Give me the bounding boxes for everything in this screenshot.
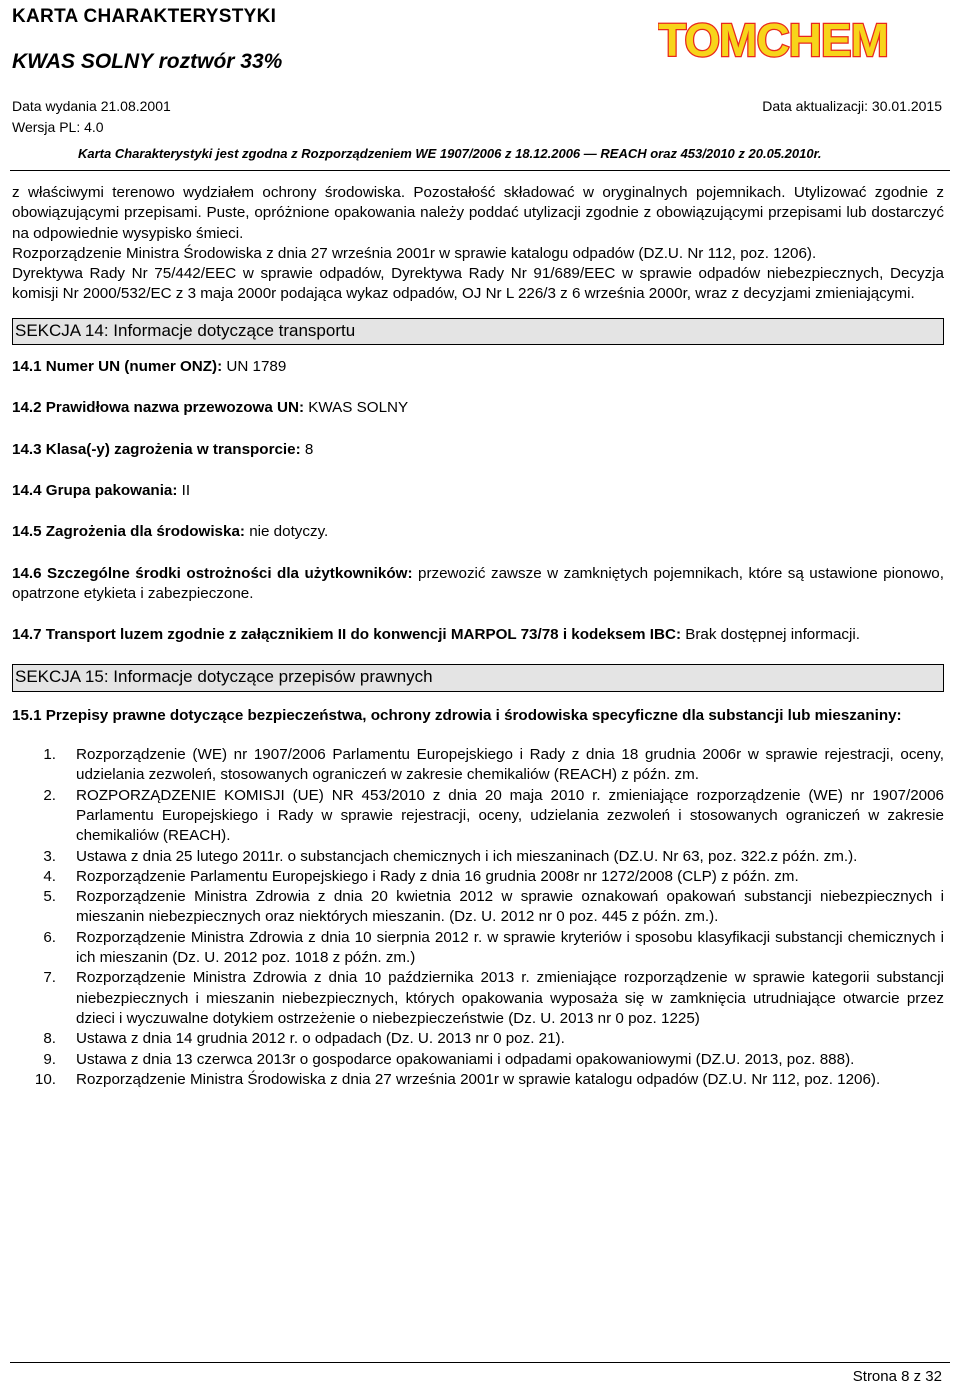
page-number: Strona 8 z 32 [852, 1368, 942, 1385]
transport-item-14-3: 14.3 Klasa(-y) zagrożenia w transporcie: 8 [12, 440, 314, 458]
list-item: 9. Ustawa z dnia 13 czerwca 2013r o gospodarce opakowaniami i odpadami opakowaniowymi (DZ.U. 2013, poz. 888). [43, 1050, 855, 1068]
list-item: 6. Rozporządzenie Ministra Zdrowia z dnia 10 sierpnia 2012 r. w sprawie kryteriów i sposobu klasyfikacji substancji chemicznych i ich mieszanin (Dz. U. 2012 poz. 1018 z późn. zm.) [43, 928, 944, 967]
list-item: 4. Rozporządzenie Parlamentu Europejskiego i Rady z dnia 16 grudnia 2008r nr 1272/2008 (CLP) z późn. zm. [43, 867, 799, 885]
list-item: 2. ROZPORZĄDZENIE KOMISJI (UE) NR 453/2010 z dnia 20 maja 2010 r. zmieniające rozporządzenie (WE) nr 1907/2006 Parlamentu Europejskiego i Rady w sprawie rejestracji, oceny, udzielania zezwoleń i stosowanych ograniczeń w zakresie chemikaliów (REACH). [43, 786, 944, 845]
compliance-note: Karta Charakterystyki jest zgodna z Rozporządzeniem WE 1907/2006 z 18.12.2006 — REACH oraz 453/2010 z 20.05.2010r. [78, 146, 822, 161]
document-type-title: KARTA CHARAKTERYSTYKI [12, 6, 277, 27]
waste-regulation-paragraph: Rozporządzenie Ministra Środowiska z dnia 27 września 2001r w sprawie katalogu odpadów (DZ.U. Nr 112, poz. 1206). [12, 244, 817, 262]
product-name: KWAS SOLNY roztwór 33% [12, 50, 283, 73]
transport-item-14-2: 14.2 Prawidłowa nazwa przewozowa UN: KWAS SOLNY [12, 399, 409, 417]
list-item: 1. Rozporządzenie (WE) nr 1907/2006 Parlamentu Europejskiego i Rady z dnia 18 grudnia 2006r w sprawie rejestracji, oceny, udzielania zezwoleń, stosowanych ograniczeń w zakresie chemikaliów (REACH) z późn. zm. [43, 746, 944, 784]
regulations-list [12, 745, 944, 1090]
version: Wersja PL: 4.0 [12, 119, 104, 135]
section-15-heading: SEKCJA 15: Informacje dotyczące przepisów prawnych [12, 664, 944, 691]
transport-item-14-5: 14.5 Zagrożenia dla środowiska: nie dotyczy. [12, 523, 329, 541]
header-divider [10, 170, 950, 171]
footer-divider [10, 1362, 950, 1363]
list-item: 3. Ustawa z dnia 25 lutego 2011r. o substancjach chemicznych i ich mieszaninach (DZ.U. Nr 63, poz. 322.z późn. zm.). [43, 847, 858, 865]
list-item: 10. Rozporządzenie Ministra Środowiska z dnia 27 września 2001r w sprawie katalogu odpadów (DZ.U. Nr 112, poz. 1206). [34, 1070, 881, 1088]
disposal-paragraph: z właściwymi terenowo wydziałem ochrony środowiska. Pozostałość składować w oryginalnych pojemnikach. Utylizować zgodnie z obowiązującymi przepisami. Puste, opróżnione opakowania należy poddać utylizacji zgodnie z obowiązującymi przepisami lub dostarczyć na odpowiednie wysypisko śmieci. [12, 184, 944, 242]
issue-date: Data wydania 21.08.2001 [12, 98, 171, 114]
document-body [12, 183, 944, 1090]
list-item: 5. Rozporządzenie Ministra Zdrowia z dnia 20 kwietnia 2012 w sprawie oznakowań opakowań substancji niebezpiecznych i mieszanin niebezpiecznych oraz niektórych mieszanin. (Dz. U. 2012 nr 0 poz. 445 z późn. zm.). [43, 888, 944, 926]
transport-item-14-4: 14.4 Grupa pakowania: II [12, 481, 191, 499]
section-14-heading: SEKCJA 14: Informacje dotyczące transportu [12, 318, 944, 345]
update-date: Data aktualizacji: 30.01.2015 [762, 98, 942, 114]
regulations-subheading: 15.1 Przepisy prawne dotyczące bezpieczeństwa, ochrony zdrowia i środowiska specyficzne dla substancji lub mieszaniny: [12, 706, 902, 724]
transport-item-14-7: 14.7 Transport luzem zgodnie z załącznikiem II do konwencji MARPOL 73/78 i kodeksem IBC: Brak dostępnej informacji. [12, 626, 860, 644]
tomchem-logo [658, 0, 888, 80]
logo-text: TOMCHEM [658, 14, 888, 66]
transport-item-14-6: 14.6 Szczególne środki ostrożności dla użytkowników: przewozić zawsze w zamkniętych pojemnikach, które są ustawione pionowo, opatrzone etykieta i zabezpieczone. [12, 564, 944, 602]
list-item: 7. Rozporządzenie Ministra Zdrowia z dnia 10 października 2013 r. zmieniające rozporządzenie w sprawie kategorii substancji niebezpiecznych i mieszanin niebezpiecznych, których opakowania wyposaża się w zamknięcia utrudniające otwarcie przez dzieci i wyczuwalne dotykiem ostrzeżenie o niebezpieczeństwie (Dz. U. 2013 nr 0 poz. 1225) [43, 969, 944, 1027]
list-item: 8. Ustawa z dnia 14 grudnia 2012 r. o odpadach (Dz. U. 2013 nr 0 poz. 21). [43, 1030, 565, 1048]
transport-item-14-1: 14.1 Numer UN (numer ONZ): UN 1789 [12, 358, 287, 376]
directive-paragraph: Dyrektywa Rady Nr 75/442/EEC w sprawie odpadów, Dyrektywa Rady Nr 91/689/EEC w sprawie odpadów niebezpiecznych, Decyzja komisji Nr 2000/532/EC z 3 maja 2000r podająca wykaz odpadów, OJ Nr L 226/3 z 6 września 2000r, wraz z decyzjami zmieniającymi. [12, 265, 944, 303]
